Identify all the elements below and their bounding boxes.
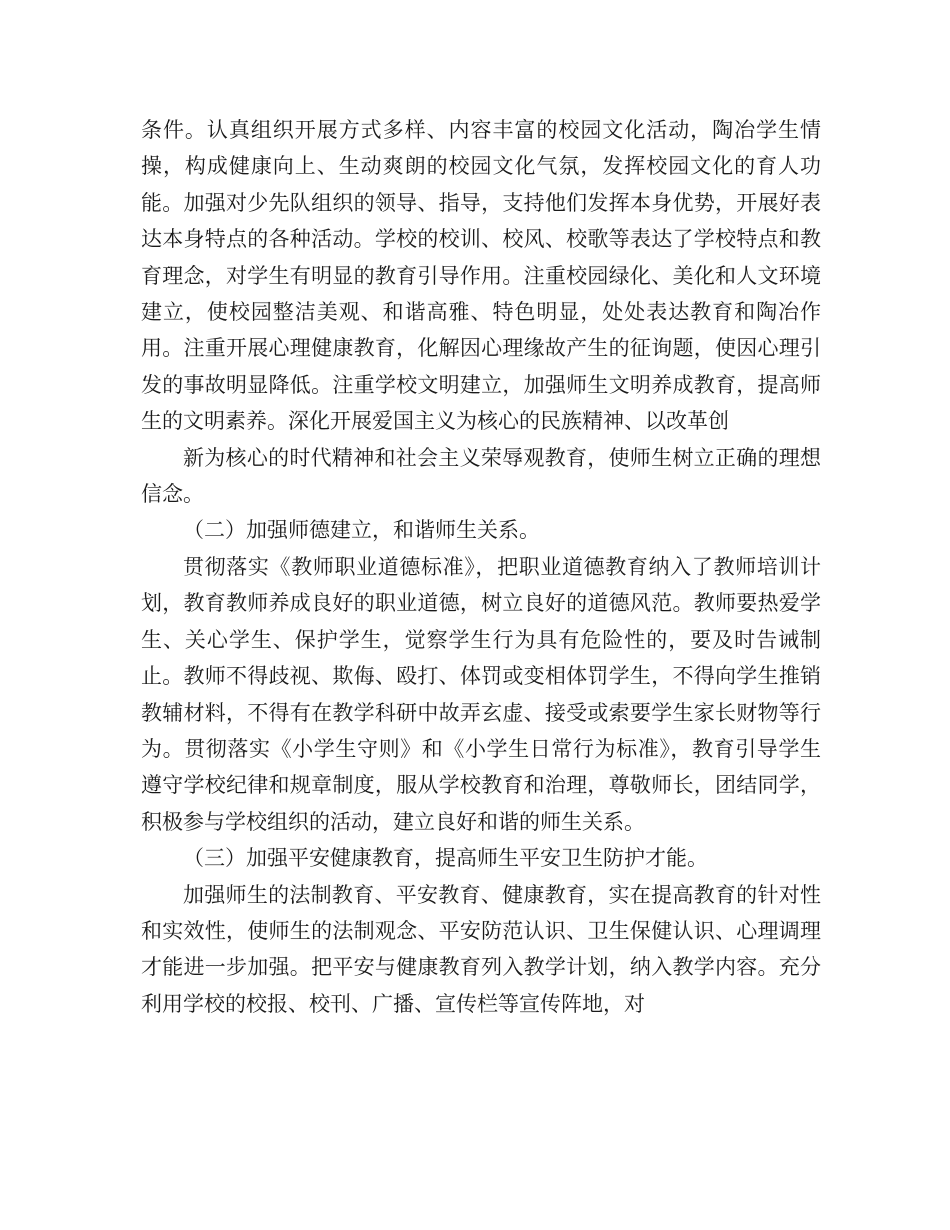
paragraph-ideals: 新为核心的时代精神和社会主义荣辱观教育，使师生树立正确的理想信念。	[141, 445, 821, 507]
section-heading-teacher-ethics: （二）加强师德建立，和谐师生关系。	[183, 518, 540, 543]
paragraph-safety-health: 加强师生的法制教育、平安教育、健康教育，实在提高教育的针对性和实效性，使师生的法制观念、平安防范认识、卫生保健认识、心理调理才能进一步加强。把平安与健康教育列入教学计划，纳入教学内容。充分利用学校的校报、校刊、广播、宣传栏等宣传阵地，对	[141, 882, 821, 1016]
section-heading-safety-health: （三）加强平安健康教育，提高师生平安卫生防护才能。	[183, 846, 708, 871]
paragraph-campus-culture: 条件。认真组织开展方式多样、内容丰富的校园文化活动，陶冶学生情操，构成健康向上、生动爽朗的校园文化气氛，发挥校园文化的育人功能。加强对少先队组织的领导、指导，支持他们发挥本身优势，开展好表达本身特点的各种活动。学校的校训、校风、校歌等表达了学校特点和教育理念，对学生有明显的教育引导作用。注重校园绿化、美化和人文环境建立，使校园整洁美观、和谐高雅、特色明显，处处表达教育和陶冶作用。注重开展心理健康教育，化解因心理缘故产生的征询题，使因心理引发的事故明显降低。注重学校文明建立，加强师生文明养成教育，提高师生的文明素养。深化开展爱国主义为核心的民族精神、以改革创	[141, 118, 821, 434]
paragraph-teacher-ethics: 贯彻落实《教师职业道德标准》，把职业道德教育纳入了教师培训计划，教育教师养成良好的职业道德，树立良好的道德风范。教师要热爱学生、关心学生、保护学生，觉察学生行为具有危险性的，要及时告诫制止。教师不得歧视、欺侮、殴打、体罚或变相体罚学生，不得向学生推销教辅材料，不得有在教学科研中故弄玄虚、接受或索要学生家长财物等行为。贯彻落实《小学生守则》和《小学生日常行为标准》，教育引导学生遵守学校纪律和规章制度，服从学校教育和治理，尊敬师长，团结同学，积极参与学校组织的活动，建立良好和谐的师生关系。	[141, 554, 821, 834]
document-body	[141, 112, 821, 1022]
